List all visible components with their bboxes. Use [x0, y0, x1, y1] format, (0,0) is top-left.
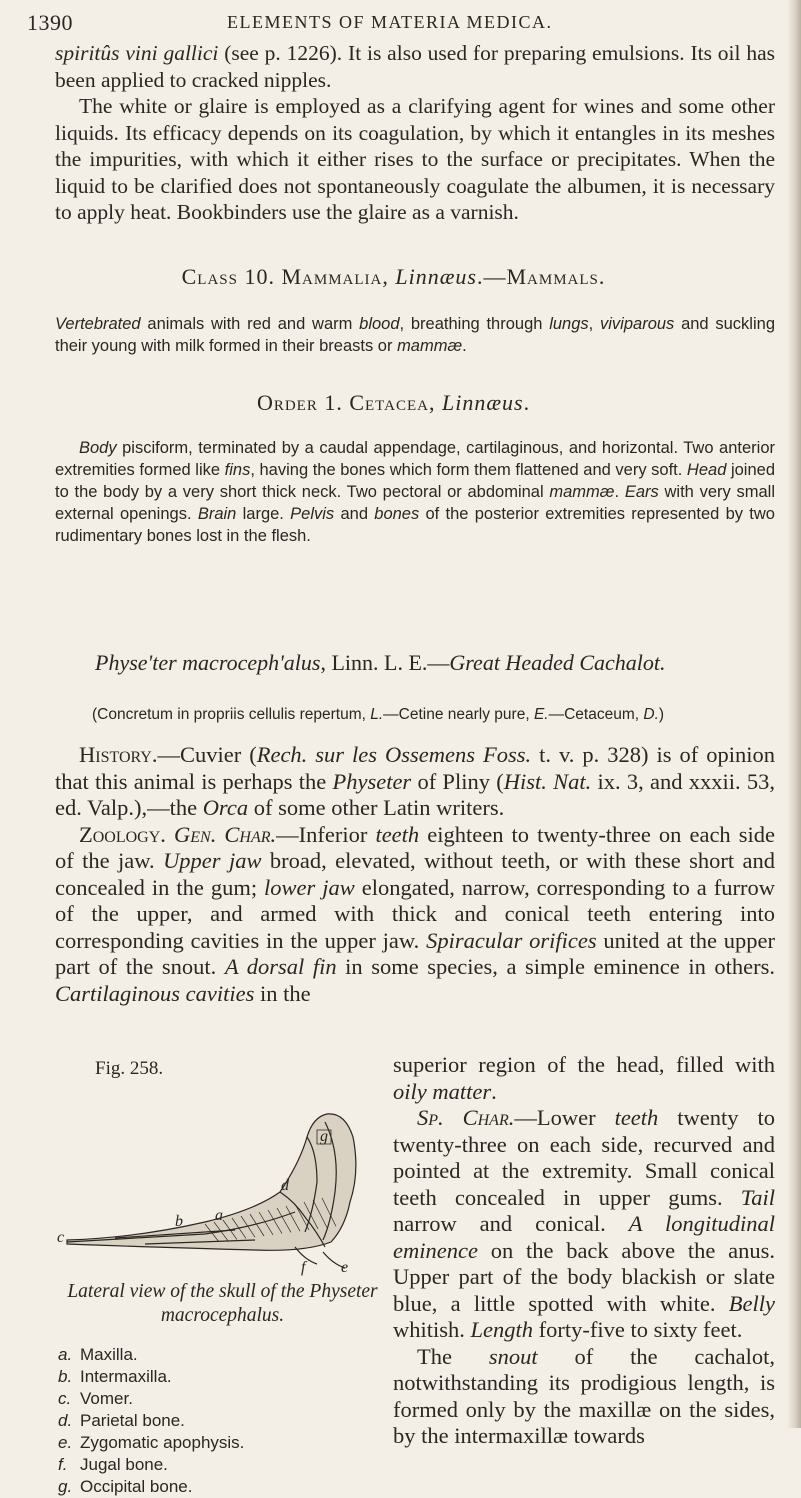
legend-item	[58, 1366, 244, 1388]
history-paragraph: History.—Cuvier (Rech. sur les Ossemens Foss. t. v. p. 328) is of opinion that this animal is perhaps the Physeter of Pliny (Hist. Nat. ix. 3, and xxxii. 53, ed. Valp.),—the Orca of some other Latin writers.	[55, 742, 776, 820]
page-edge-shadow	[787, 0, 801, 1428]
order-description: Body pisciform, terminated by a caudal appendage, cartilaginous, and horizontal. Two anterior extremities formed like fins, having the bones which form them flattened and very soft. Head joined to the body by a very short thick neck. Two pectoral or abdominal mammæ. Ears with very small external openings. Brain large. Pelvis and bones of the posterior extremities represented by two rudimentary bones lost in the flesh.	[55, 439, 775, 545]
legend-item	[58, 1410, 244, 1432]
legend-key: g.	[58, 1477, 73, 1496]
figure-258	[55, 1052, 390, 1496]
legend-text: Intermaxilla.	[80, 1367, 172, 1386]
legend-key: f.	[58, 1455, 68, 1474]
species-heading: Physe'ter macroceph'alus, Linn. L. E.—Great Headed Cachalot.	[95, 650, 666, 675]
intro-paragraph-2: The white or glaire is employed as a clarifying agent for wines and some other liquids. Its efficacy depends on its coagulation, by which it entangles in its meshes the impurities, with which it either rises to the surface or precipitates. When the liquid to be clarified does not spontaneously coagulate the albumen, it is necessary to apply heat. Bookbinders use the glaire as a varnish.	[55, 94, 775, 224]
cachalot-skull-illustration	[55, 1092, 390, 1277]
legend-key: d.	[58, 1411, 73, 1430]
legend-text: Occipital bone.	[80, 1477, 193, 1496]
legend-text: Zygomatic apophysis.	[80, 1433, 245, 1452]
legend-key: c.	[58, 1389, 72, 1408]
specific-characters-paragraph: Sp. Char.—Lower teeth twenty to twenty-three on each side, recurved and pointed at the extremity. Small conical teeth concealed in upper gums. Tail narrow and conical. A longitudinal eminence on the back above the anus. Upper part of the body blackish or slate blue, a little spotted with white. Belly whitish. Length forty-five to sixty feet.	[393, 1105, 776, 1342]
letter-g: g	[320, 1128, 328, 1145]
letter-d: d	[281, 1177, 289, 1194]
class-heading: Class 10. Mammalia, Linnæus.—Mammals.	[181, 264, 606, 289]
letter-c: c	[57, 1229, 65, 1246]
history-zoology-paragraph	[55, 742, 775, 1007]
snout-paragraph: The snout of the cachalot, notwithstanding its prodigious length, is formed only by the maxillæ on the sides, by the intermaxillæ towards	[393, 1343, 775, 1448]
letter-b: b	[175, 1213, 183, 1230]
legend-item	[58, 1432, 244, 1454]
legend-key: a.	[58, 1345, 73, 1364]
right-column-text	[393, 1052, 775, 1450]
letter-e: e	[341, 1259, 349, 1276]
legend-key: b.	[58, 1367, 73, 1386]
legend-text: Maxilla.	[80, 1345, 138, 1364]
legend-item	[58, 1476, 244, 1498]
legend-key: e.	[58, 1433, 73, 1452]
running-header	[27, 4, 787, 40]
legend-text: Vomer.	[80, 1389, 133, 1408]
figure-label: Fig. 258.	[95, 1058, 164, 1079]
letter-a: a	[215, 1207, 223, 1224]
order-heading: Order 1. Cetacea, Linnæus.	[256, 390, 531, 415]
zoology-paragraph: Zoology. Gen. Char.—Inferior teeth eighteen to twenty-three on each side of the jaw. Upper jaw broad, elevated, without teeth, or with these short and concealed in the gum; lower jaw elongated, narrow, corresponding to a furrow of the upper, and armed with thick and conical teeth entering into corresponding cavities in the upper jaw. Spiracular orifices united at the upper part of the snout. A dorsal fin in some species, a simple eminence in others. Cartilaginous cavities in the	[55, 821, 775, 1006]
official-names-note: (Concretum in propriis cellulis repertum, L.—Cetine nearly pure, E.—Cetaceum, D.)	[92, 706, 665, 723]
figure-legend	[58, 1344, 244, 1498]
intro-paragraph-1: spiritûs vini gallici (see p. 1226). It is also used for preparing emulsions. Its oil has been applied to cracked nipples.	[55, 41, 775, 92]
legend-item	[58, 1454, 244, 1476]
legend-text: Parietal bone.	[80, 1411, 185, 1430]
class-description: Vertebrated animals with red and warm blood, breathing through lungs, viviparous and suckling their young with milk formed in their breasts or mammæ.	[55, 315, 775, 355]
running-title: ELEMENTS OF MATERIA MEDICA.	[227, 12, 553, 32]
legend-text: Jugal bone.	[80, 1455, 168, 1474]
legend-item	[58, 1388, 244, 1410]
figure-caption: Lateral view of the skull of the Physeter macrocephalus.	[67, 1281, 378, 1326]
skull-drawing	[67, 1114, 356, 1268]
right-column-continuation: superior region of the head, filled with oily matter.	[393, 1052, 775, 1104]
page-number: 1390	[27, 10, 73, 35]
letter-f: f	[301, 1259, 306, 1276]
legend-item	[58, 1344, 244, 1366]
